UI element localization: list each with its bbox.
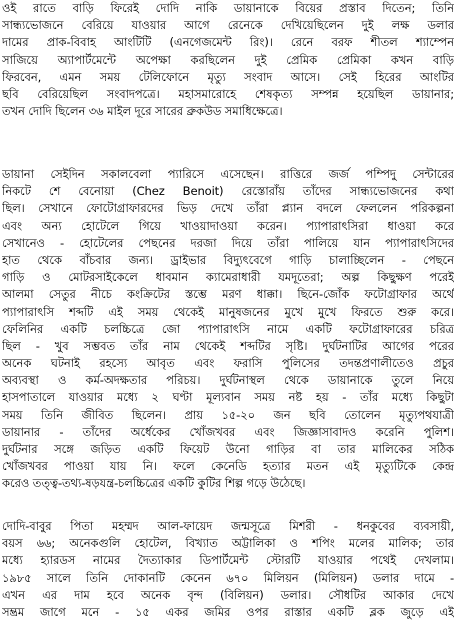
text-line: তখন দোদি ছিলেন ৩৬ মাইল দূরে সারের ব্রুকউড সমাধিক্ষেত্রে। bbox=[2, 104, 283, 119]
text-line: মধ্যে হ্যারডস নামের দৈত্যাকার ডিপার্টমেন্ট স্টোরটি যাওয়ার পথেই দেখলাম। bbox=[2, 553, 454, 568]
text-line: ছিল। সেখানে ফোটোগ্রাফারদের ভিড় দেখে তাঁরা প্ল্যান বদলে ফেললেন পরিকল্পনা bbox=[2, 201, 454, 216]
text-line: এখন এর দাম হবে অনেক বৃন্দ (বিলিয়ন) ডলার। সৌধটির আকার দেখে bbox=[2, 587, 454, 602]
text-line: দুর্ঘটনার সঙ্গে জড়িত একটি ফিয়েট উনো গাড়ির বা তার মালিকের সঠিক bbox=[2, 442, 454, 456]
paragraph-dodi-ring bbox=[2, 0, 454, 120]
text-line: ডায়ানার - তাঁদের অর্ধেকের খোঁজখবর এবং জিজ্ঞাসাবাদও করেনি পুলিশ। bbox=[2, 424, 454, 439]
text-line: সাজিয়ে অ্যাপার্টমেন্টে অপেক্ষা করছিলেন দুই প্রেমিক প্রেমিকা কখন বাড়ি bbox=[2, 52, 454, 67]
text-line: হাসপাতালে যাওয়ার মধ্যে ২ ঘণ্টা মূল্যবান সময় নষ্ট হয় - তাঁর মধ্যে কিছুটা bbox=[2, 390, 454, 405]
text-line: সেখানেও - হোটেলের পেছনের দরজা দিয়ে তাঁরা পালিয়ে যান প্যাপারাৎসিদের bbox=[2, 235, 454, 250]
text-line: ওই রাতে বাড়ি ফিরেই দোদি নাকি ডায়ানাকে বিয়ের প্রস্তাব দিতেন; তিনি bbox=[2, 1, 454, 15]
text-line: অনেক ঘটনাই রহস্যে আবৃত এবং ফরাসি পুলিসের তদন্তপ্রণালীতেও প্রচুর bbox=[2, 356, 454, 371]
text-line: আলমা সেতুর নীচে কংক্রিটের স্তম্ভে মরণ ধাক্কা। ছিনে-জোঁক ফটোগ্রাফার অর্থে bbox=[2, 287, 454, 302]
text-line: দোদি-বাবুর পিতা মহম্মদ আল-ফায়েদ জন্মসূত্রে মিশরী - ধনকুবের ব্যবসায়ী, bbox=[2, 519, 454, 533]
text-line: ফেলিনির একটি চলচ্চিত্রে জো প্যাপারাৎসি নামে একটি ফটোগ্রাফারের চরিত্র bbox=[2, 321, 454, 336]
text-line: বয়স ৬৬; অনেকগুলি হোটেল, বিখ্যাত অট্টালিকা ও শপিং মলের মালিক; তার bbox=[2, 536, 454, 551]
text-line: ফিরবেন, এমন সময় টেলিফোনে মৃত্যু সংবাদ আসে। সেই হিরের আংটির bbox=[2, 69, 454, 84]
text-line: প্যাপারাৎসি শব্দটি এই সময় থেকেই মানুষজনের মুখে মুখে ফিরতে শুরু করে। bbox=[2, 304, 454, 319]
text-line: দামের প্রাক-বিবাহ আংটিটি (এনগেজমেন্ট রিং)। রেনে বরফ শীতল শ্যাম্পেন bbox=[2, 35, 454, 50]
text-line: সময় তিনি জীবিত ছিলেন। প্রায় ১৫-২০ জন ছবি তোলেন মৃত্যুপথযাত্রী bbox=[2, 407, 454, 422]
text-line: খোঁজখবর পাওয়া যায় নি। ফলে কেনেডি হত্যার মতন এই মৃত্যুটিকে কেন্দ্র bbox=[2, 459, 454, 474]
document-page bbox=[2, 0, 454, 617]
text-line: করেও তত্ত্ব-তথ্য-ষড়যন্ত্র-চলচ্চিত্রের একটি কুটির শিল্প গড়ে উঠেছে। bbox=[2, 476, 306, 491]
paragraph-al-fayed bbox=[2, 518, 454, 621]
text-line: ছিল - খুব সম্ভবত তাঁর নাম থেকেই শব্দটির সৃষ্টি। দুর্ঘটনাটির আগের পরের bbox=[2, 338, 454, 353]
text-line: গাড়ি ও মোটরসাইকেলে ধাবমান ক্যামেরাধারী যমদূতেরা; অল্প কিছুক্ষণ পরেই bbox=[2, 270, 454, 285]
text-line: অব্যবস্থা ও কর্ম-অদক্ষতার পরিচয়। দুর্ঘটনাস্থল থেকে ডায়ানাকে তুলে নিয়ে bbox=[2, 373, 454, 388]
text-line: ডায়ানা সেইদিন সকালবেলা প্যারিসে এসেছেন। রাত্তিরে জর্জ পম্পিদু সেন্টারের bbox=[2, 167, 454, 181]
text-line: সম্ভ্রম জাগে মনে - ১৫ একর জমির ওপর রাস্তার একটি ব্লক জুড়ে এই bbox=[2, 604, 454, 619]
text-line: হাত থেকে বাঁচবার জন্য। ড্রাইভার বিদ্যুৎবেগে গাড়ি চালাচ্ছিলেন - পেছনে bbox=[2, 252, 454, 267]
text-line: ১৯৮৫ সালে তিনি দোকানটি কেনেন ৬৭০ মিলিয়ন (মিলিয়ন) ডলার দামে - bbox=[2, 570, 454, 585]
text-line: ছবি বেরিয়েছিল সংবাদপত্রে। মহাসমারোহে শেষকৃত্য সম্পন্ন হয়েছিল ডায়ানার; bbox=[2, 86, 454, 101]
paragraph-diana-paris bbox=[2, 166, 454, 493]
text-line: নিকটে শে বেনোয়া (Chez Benoit) রেস্তোরাঁয় তাঁদের সান্ধ্যভোজনের কথা bbox=[2, 184, 454, 199]
text-line: এবং অন্য হোটেলে গিয়ে খাওয়াদাওয়া করেন। প্যাপারাৎসিরা ধাওয়া করে bbox=[2, 218, 454, 233]
text-line: সান্ধ্যভোজনে বেরিয়ে যাওয়ার আগে রেনেকে দেখিয়েছিলেন দুই লক্ষ ডলার bbox=[2, 18, 454, 33]
